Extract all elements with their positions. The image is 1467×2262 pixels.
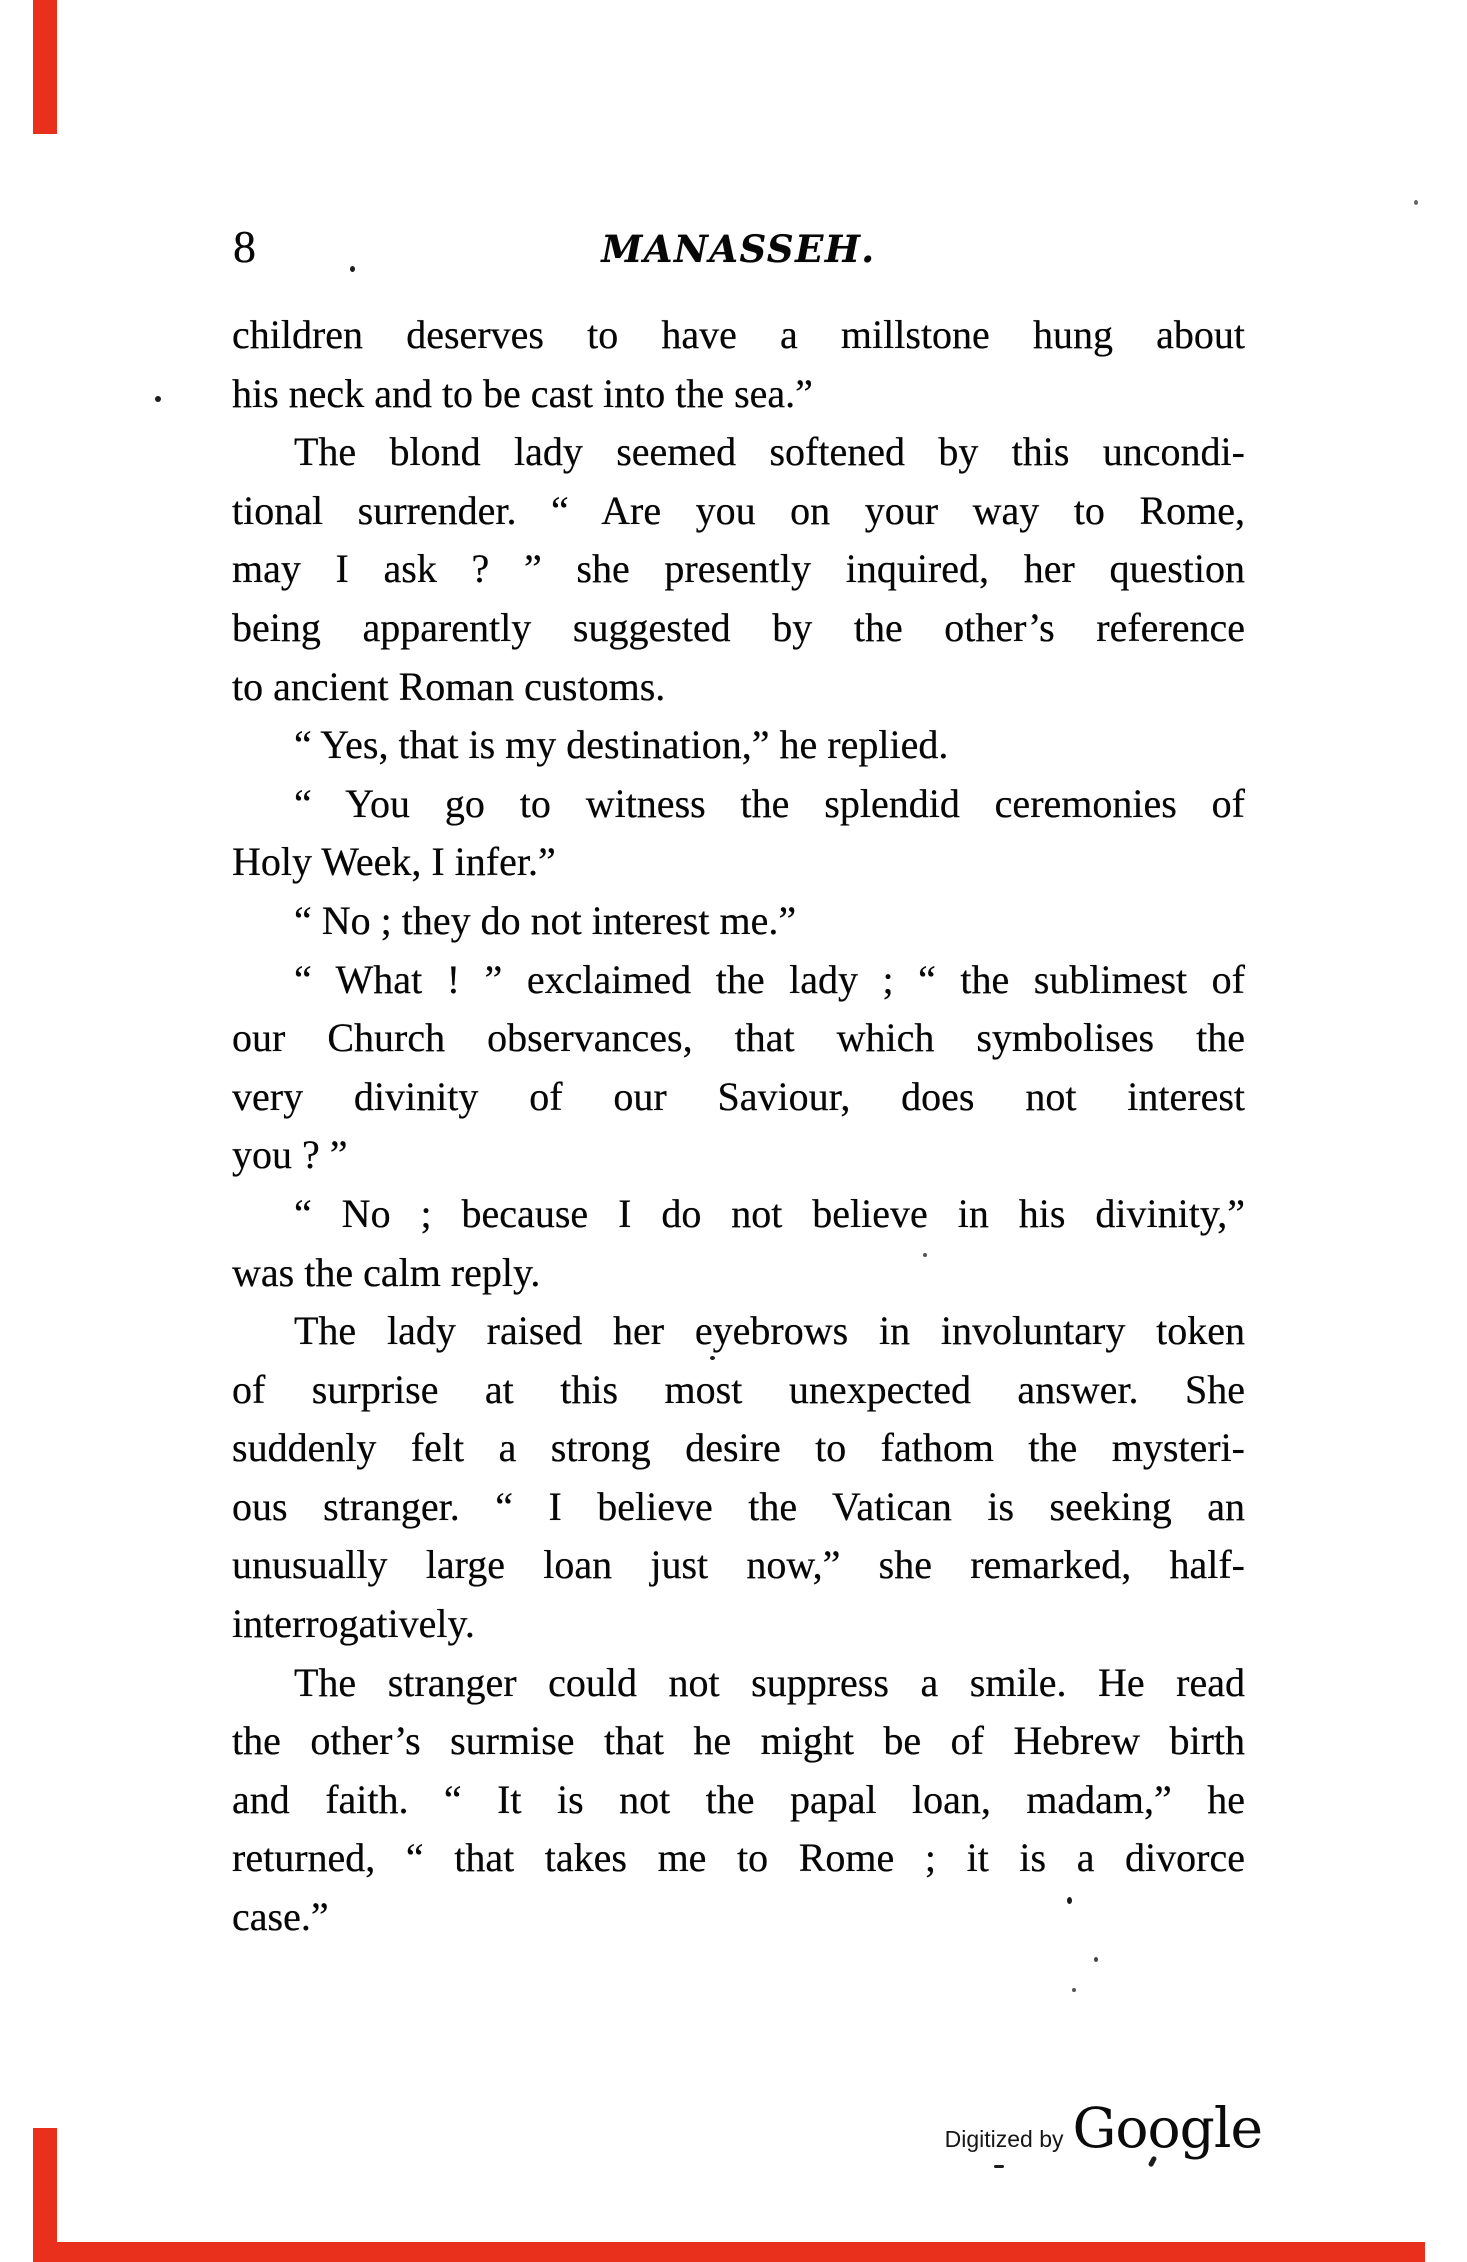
- scan-edge-artifact-bottom: [33, 2242, 1425, 2262]
- text-line: of surprise at this most unexpected answer. She: [232, 1366, 1245, 1412]
- text-line: his neck and to be cast into the sea.”: [232, 370, 813, 416]
- text-line: returned, “ that takes me to Rome ; it is a divorce: [232, 1835, 1245, 1881]
- text-line: “ What ! ” exclaimed the lady ; “ the sublimest of: [294, 956, 1245, 1002]
- text-line: you ? ”: [232, 1132, 348, 1178]
- ink-speck: [994, 2165, 1004, 2168]
- text-line: suddenly felt a strong desire to fathom the mysteri-: [232, 1425, 1245, 1471]
- ink-speck: [710, 1356, 715, 1360]
- text-line: ous stranger. “ I believe the Vatican is seeking an: [232, 1483, 1245, 1529]
- text-line: “ You go to witness the splendid ceremonies of: [294, 780, 1245, 826]
- text-line: unusually large loan just now,” she remarked, half-: [232, 1542, 1245, 1588]
- ink-speck: [1072, 1988, 1076, 1992]
- ink-speck: [923, 1253, 927, 1257]
- running-title: MANASSEH.: [601, 227, 876, 271]
- page-number: 8: [233, 221, 256, 272]
- digitized-by-label: Digitized by: [944, 2126, 1064, 2152]
- text-line: The lady raised her eyebrows in involuntary token: [294, 1308, 1245, 1354]
- ink-speck: [350, 266, 355, 272]
- footer: [945, 2096, 1262, 2160]
- ink-speck: [1067, 1897, 1072, 1904]
- google-logotype: Google: [1072, 2096, 1262, 2160]
- text-line: and faith. “ It is not the papal loan, madam,” he: [232, 1776, 1245, 1822]
- text-line: the other’s surmise that he might be of Hebrew birth: [232, 1718, 1245, 1764]
- text-line: to ancient Roman customs.: [232, 663, 666, 709]
- text-line: The stranger could not suppress a smile. He read: [294, 1659, 1245, 1705]
- ink-speck: [155, 396, 161, 402]
- text-block: [232, 306, 1245, 1947]
- ink-speck: [1414, 200, 1418, 205]
- text-line: very divinity of our Saviour, does not interest: [232, 1073, 1245, 1119]
- text-line: tional surrender. “ Are you on your way to Rome,: [232, 487, 1245, 533]
- text-line: “ No ; because I do not believe in his divinity,”: [294, 1190, 1245, 1236]
- ink-speck: [1094, 1957, 1098, 1962]
- text-line: children deserves to have a millstone hung about: [232, 312, 1245, 357]
- text-line: was the calm reply.: [232, 1249, 541, 1295]
- scan-edge-artifact-top-left: [33, 0, 57, 134]
- text-line: The blond lady seemed softened by this uncondi-: [294, 429, 1245, 475]
- text-line: “ Yes, that is my destination,” he replied.: [294, 722, 949, 768]
- text-line: Holy Week, I infer.”: [232, 839, 556, 885]
- text-line: case.”: [232, 1894, 329, 1940]
- text-line: our Church observances, that which symbolises the: [232, 1015, 1245, 1061]
- text-line: being apparently suggested by the other’s reference: [232, 604, 1245, 650]
- text-line: interrogatively.: [232, 1601, 475, 1647]
- text-line: “ No ; they do not interest me.”: [294, 897, 797, 943]
- text-line: may I ask ? ” she presently inquired, her question: [232, 546, 1245, 592]
